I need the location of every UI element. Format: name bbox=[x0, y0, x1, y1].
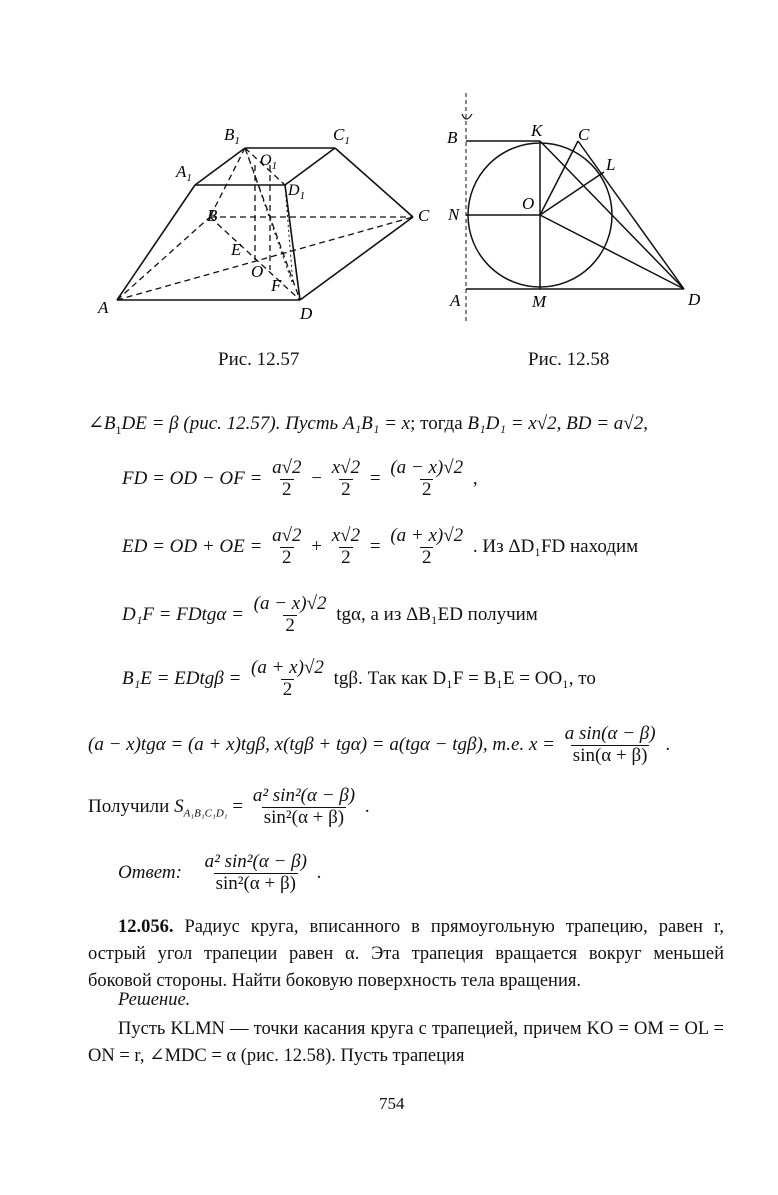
label-O1: $O_1$ bbox=[260, 152, 278, 172]
figure-12-57 bbox=[95, 115, 440, 330]
label-B: B bbox=[207, 206, 218, 225]
text-line-1: $\angle B_1DE = \beta$ (рис. 12.57). Пусть A₁B₁ = x; тогда B₁D₁ = x√2, BD = a√2, bbox=[88, 413, 648, 437]
formula-d1f: D₁F = FDtgα = $\frac{(a - x)√2}{2}$ tgα, а из ΔB₁ED получим bbox=[122, 593, 538, 636]
label-B1: $B_1$ bbox=[224, 125, 240, 147]
label-L: L bbox=[606, 155, 616, 174]
label-E: E bbox=[231, 240, 242, 259]
caption-12-57: Рис. 12.57 bbox=[218, 349, 300, 370]
formula-x: (a − x)tgα = (a + x)tgβ, x(tgβ + tgα) = a(tgα − tgβ), т.е. x = $\frac{\text{a sin(α − β)}}{\sin(\alpha + \beta)}$ . bbox=[88, 723, 671, 766]
label-C1: $C_1$ bbox=[333, 125, 350, 147]
figure-12-58 bbox=[440, 88, 720, 328]
label-D1: $D_1$ bbox=[288, 182, 306, 202]
solution-label: Решение. bbox=[118, 990, 191, 1010]
label-N: N bbox=[448, 205, 460, 224]
label-A1: $A_1$ bbox=[176, 162, 192, 184]
formula-ed: ED = OD + OE = $\frac{a√2}{2}$ + $\frac{x√2}{2}$ = $\frac{(a + x)√2}{2}$ . Из ΔD₁FD находим bbox=[122, 525, 639, 568]
label-A: A bbox=[450, 291, 461, 310]
label-O: O bbox=[522, 194, 535, 213]
label-C: C bbox=[418, 206, 430, 225]
solution-text: Пусть KLMN — точки касания круга с трапецией, причем KO = OM = OL = ON = r, ∠MDC = α (рис. 12.58). Пусть трапеция bbox=[88, 1019, 724, 1066]
formula-b1e: B₁E = EDtgβ = $\frac{(a + x)√2}{2}$ tgβ. Так как D₁F = B₁E = OO₁, то bbox=[122, 657, 596, 700]
page-number: 754 bbox=[379, 1094, 405, 1113]
label-F: F bbox=[271, 276, 282, 295]
answer: Ответ: $\frac{\text{a² sin²(α − β)}}{\text{sin²(α + β)}}$ . bbox=[118, 851, 322, 894]
label-B: B bbox=[447, 128, 458, 147]
label-O: O bbox=[251, 262, 264, 281]
label-C: C bbox=[578, 125, 590, 144]
label-K: K bbox=[531, 121, 543, 140]
formula-area: Получили $S_{A_1B_1C_1D_1}$ = $\frac{\text{a² sin²(α − β)}}{\text{sin²(α + β)}}$ . bbox=[88, 785, 370, 828]
label-D: D bbox=[688, 290, 701, 309]
label-M: M bbox=[532, 292, 547, 311]
label-D: D bbox=[300, 304, 313, 323]
caption-12-58: Рис. 12.58 bbox=[528, 349, 610, 370]
label-A: A bbox=[98, 298, 109, 317]
problem-12-056: 12.056. Радиус круга, вписанного в прямоугольную трапецию, равен r, острый угол трапеции равен α. Эта трапеция вращается вокруг меньшей боковой стороны. Найти боковую поверхность тела вращения. bbox=[88, 917, 724, 991]
formula-fd: FD = OD − OF = $\frac{a√2}{2}$ − $\frac{x√2}{2}$ = $\frac{(a - x)√2}{2}$ , bbox=[122, 457, 478, 500]
